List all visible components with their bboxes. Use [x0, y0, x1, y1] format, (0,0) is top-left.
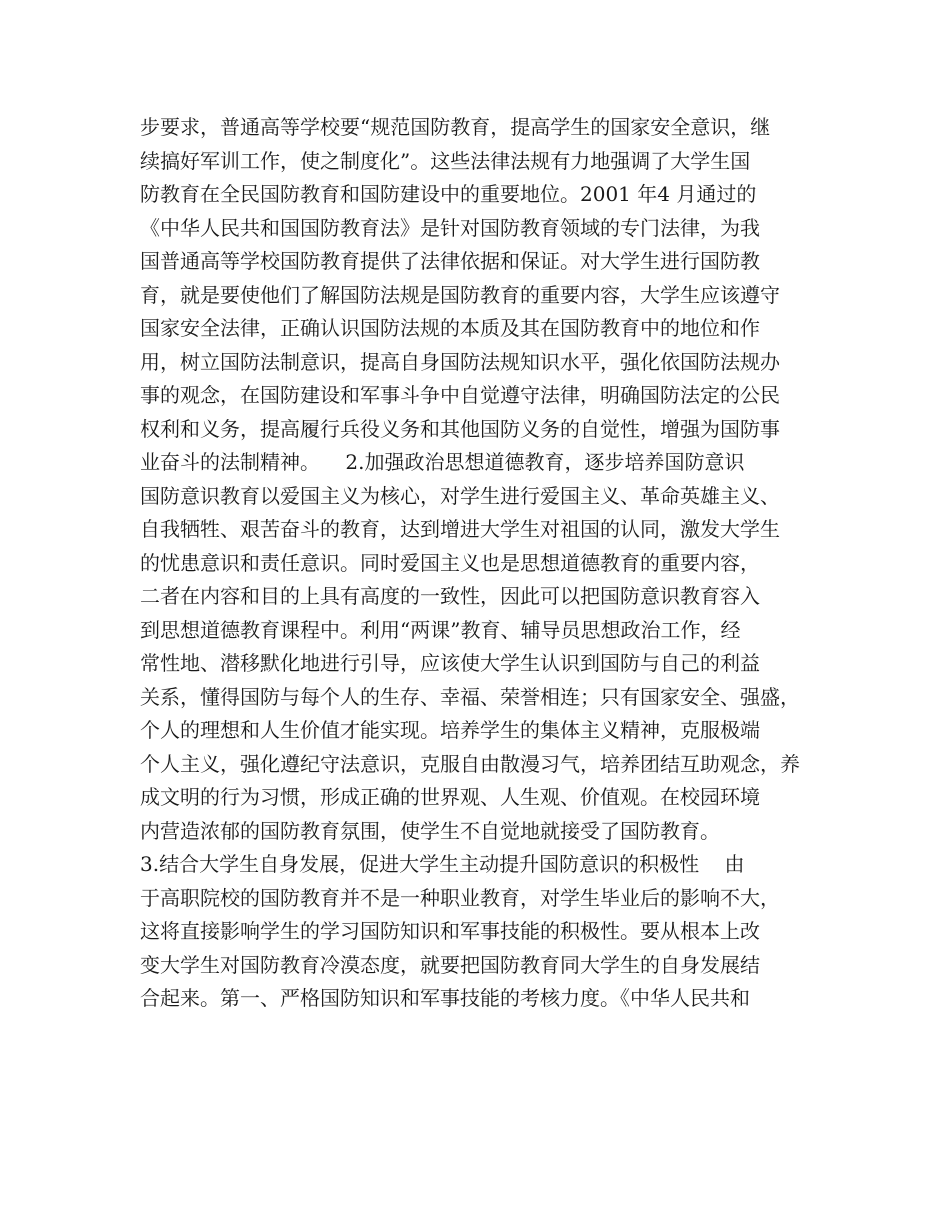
text-line: 的忧患意识和责任意识。同时爱国主义也是思想道德教育的重要内容，: [140, 550, 760, 575]
text-line: 个人主义，强化遵纪守法意识，克服自由散漫习气，培养团结互助观念，养: [140, 751, 800, 776]
text-line: 防教育在全民国防教育和国防建设中的重要地位。2001 年4 月通过的: [140, 182, 757, 206]
text-line: 用，树立国防法制意识，提高自身国防法规知识水平，强化依国防法规办: [140, 349, 780, 374]
text-line: 常性地、潜移默化地进行引导，应该使大学生认识到国防与自己的利益: [140, 651, 760, 675]
text-line: 这将直接影响学生的学习国防知识和军事技能的积极性。要从根本上改: [140, 919, 760, 943]
text-line: 二者在内容和目的上具有高度的一致性，因此可以把国防意识教育容入: [140, 584, 760, 608]
text-line: 合起来。第一、严格国防知识和军事技能的考核力度。《中华人民共和: [140, 986, 750, 1010]
text-line: 《中华人民共和国国防教育法》是针对国防教育领域的专门法律，为我: [140, 215, 760, 240]
text-line: 个人的理想和人生价值才能实现。培养学生的集体主义精神，克服极端: [140, 718, 760, 742]
body-text: [140, 111, 820, 1016]
text-line: 成文明的行为习惯，形成正确的世界观、人生观、价值观。在校园环境: [140, 785, 760, 809]
text-line: 育，就是要使他们了解国防法规是国防教育的重要内容，大学生应该遵守: [140, 282, 780, 307]
text-line: 于高职院校的国防教育并不是一种职业教育，对学生毕业后的影响不大，: [140, 885, 780, 910]
text-line: 续搞好军训工作，使之制度化”。这些法律法规有力地强调了大学生国: [140, 148, 751, 173]
text-line: 3.结合大学生自身发展，促进大学生主动提升国防意识的积极性 由: [140, 852, 745, 876]
text-line: 业奋斗的法制精神。 2.加强政治思想道德教育，逐步培养国防意识: [140, 450, 745, 474]
text-line: 国普通高等学校国防教育提供了法律依据和保证。对大学生进行国防教: [140, 249, 760, 273]
text-line: 变大学生对国防教育冷漠态度，就要把国防教育同大学生的自身发展结: [140, 952, 760, 977]
text-line: 关系，懂得国防与每个人的生存、幸福、荣誉相连；只有国家安全、强盛，: [140, 684, 800, 709]
text-line: 事的观念，在国防建设和军事斗争中自觉遵守法律，明确国防法定的公民: [140, 383, 780, 407]
text-line: 步要求，普通高等学校要“规范国防教育，提高学生的国家安全意识，继: [140, 115, 771, 139]
text-line: 国家安全法律，正确认识国防法规的本质及其在国防教育中的地位和作: [140, 316, 760, 340]
text-line: 自我牺牲、艰苦奋斗的教育，达到增进大学生对祖国的认同，激发大学生: [140, 517, 780, 541]
text-line: 到思想道德教育课程中。利用“两课”教育、辅导员思想政治工作，经: [140, 617, 741, 642]
text-line: 权利和义务，提高履行兵役义务和其他国防义务的自觉性，增强为国防事: [140, 416, 780, 441]
text-line: 内营造浓郁的国防教育氛围，使学生不自觉地就接受了国防教育。: [140, 818, 720, 843]
text-line: 国防意识教育以爱国主义为核心，对学生进行爱国主义、革命英雄主义、: [140, 483, 780, 508]
